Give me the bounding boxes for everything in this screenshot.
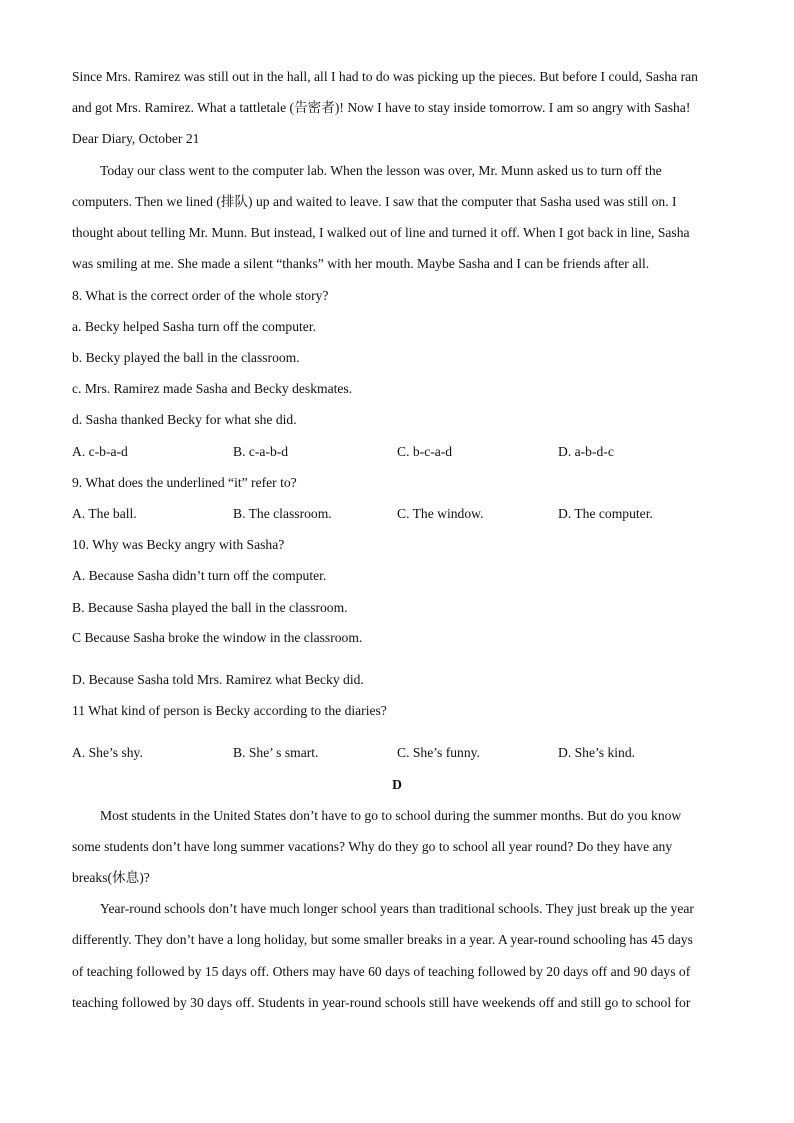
q11-option-c: C. She’s funny. [397,745,480,760]
passage-line: Year-round schools don’t have much longer school years than traditional schools. They just break up the year [100,901,694,916]
passage-line: Today our class went to the computer lab. When the lesson was over, Mr. Munn asked us to turn off the [100,163,662,178]
passage-line: Since Mrs. Ramirez was still out in the hall, all I had to do was picking up the pieces. But before I could, Sasha ran [72,69,698,84]
q9-option-c: C. The window. [397,506,484,521]
q10-option-d: D. Because Sasha told Mrs. Ramirez what Becky did. [72,672,364,687]
q11-option-d: D. She’s kind. [558,745,636,760]
passage-line: thought about telling Mr. Munn. But instead, I walked out of line and turned it off. When I got back in line, Sasha [72,225,690,240]
q8-option-b: B. c-a-b-d [233,444,289,459]
q10-option-c: C Because Sasha broke the window in the classroom. [72,630,363,645]
question-11-stem: 11 What kind of person is Becky according to the diaries? [72,703,387,718]
q9-option-a: A. The ball. [72,506,137,521]
diary-heading: Dear Diary, October 21 [72,131,200,146]
question-8-stem: 8. What is the correct order of the whole story? [72,288,329,303]
section-heading: D [392,777,402,792]
passage-line: computers. Then we lined (排队) up and waited to leave. I saw that the computer that Sasha used was still on. I [72,194,677,209]
question-10-stem: 10. Why was Becky angry with Sasha? [72,537,285,552]
q8-option-a: A. c-b-a-d [72,444,128,459]
passage-line: and got Mrs. Ramirez. What a tattletale (告密者)! Now I have to stay inside tomorrow. I am so angry with Sasha! [72,100,691,115]
passage-line: Most students in the United States don’t have to go to school during the summer months. But do you know [100,808,682,823]
q9-option-b: B. The classroom. [233,506,332,521]
question-9-stem: 9. What does the underlined “it” refer to? [72,475,297,490]
q10-option-a: A. Because Sasha didn’t turn off the computer. [72,568,327,583]
passage-line: some students don’t have long summer vacations? Why do they go to school all year round? Do they have any [72,839,673,854]
passage-line: breaks(休息)? [72,870,150,885]
passage-line: was smiling at me. She made a silent “thanks” with her mouth. Maybe Sasha and I can be friends after all. [72,256,650,271]
event-a: a. Becky helped Sasha turn off the computer. [72,319,316,334]
q8-option-c: C. b-c-a-d [397,444,453,459]
event-c: c. Mrs. Ramirez made Sasha and Becky deskmates. [72,381,353,396]
passage-line: differently. They don’t have a long holiday, but some smaller breaks in a year. A year-round schooling has 45 days [72,932,693,947]
q8-option-d: D. a-b-d-c [558,444,614,459]
q11-option-b: B. She’ s smart. [233,745,319,760]
event-b: b. Becky played the ball in the classroom. [72,350,300,365]
q11-option-a: A. She’s shy. [72,745,143,760]
passage-line: of teaching followed by 15 days off. Others may have 60 days of teaching followed by 20 days off and 90 days of [72,964,691,979]
q10-option-b: B. Because Sasha played the ball in the classroom. [72,600,348,615]
event-d: d. Sasha thanked Becky for what she did. [72,412,297,427]
q9-option-d: D. The computer. [558,506,653,521]
passage-line: teaching followed by 30 days off. Students in year-round schools still have weekends off and still go to school for [72,995,691,1010]
